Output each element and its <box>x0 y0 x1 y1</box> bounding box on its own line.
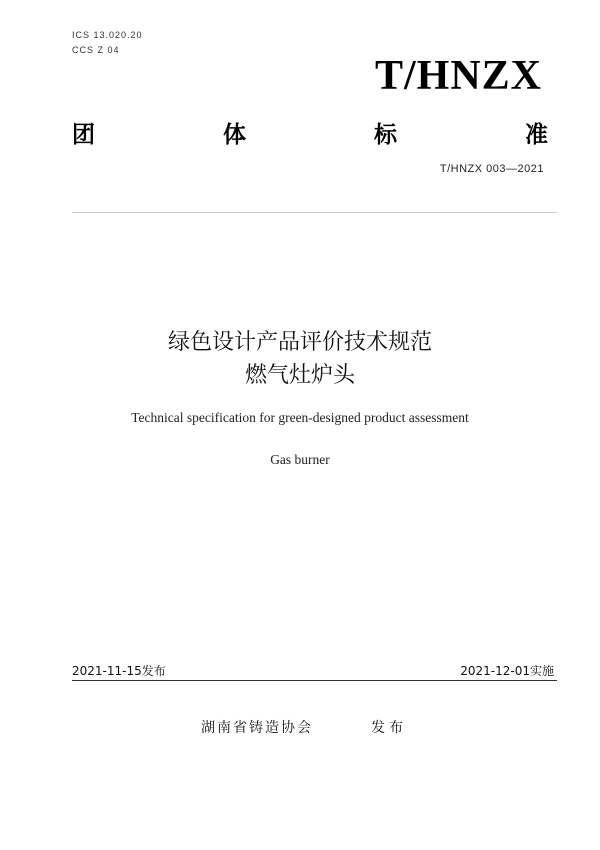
doc-type-char: 标 <box>374 122 397 148</box>
doc-type-char: 准 <box>525 122 548 148</box>
doc-type-char: 团 <box>72 122 95 148</box>
implementation-date: 2021-12-01实施 <box>460 664 554 678</box>
standard-number: T/HNZX 003—2021 <box>439 163 544 175</box>
english-title-line-1: Technical specification for green-designed product assessment <box>131 410 469 425</box>
english-title-line-2: Gas burner <box>270 452 330 467</box>
ccs-code: CCS Z 04 <box>72 45 120 55</box>
top-divider <box>72 212 557 213</box>
chinese-title-line-1: 绿色设计产品评价技术规范 <box>167 330 432 355</box>
issue-label: 发布 <box>371 720 407 736</box>
doc-type-char: 体 <box>223 122 246 148</box>
chinese-title-line-2: 燃气灶炉头 <box>244 363 355 388</box>
issuing-organization: 湖南省铸造协会 <box>201 720 313 736</box>
publish-date: 2021-11-15发布 <box>72 664 166 678</box>
standard-logo: T/HNZX <box>374 53 542 99</box>
ics-code: ICS 13.020.20 <box>72 30 143 40</box>
bottom-divider <box>72 680 557 681</box>
document-type-heading <box>72 116 548 149</box>
